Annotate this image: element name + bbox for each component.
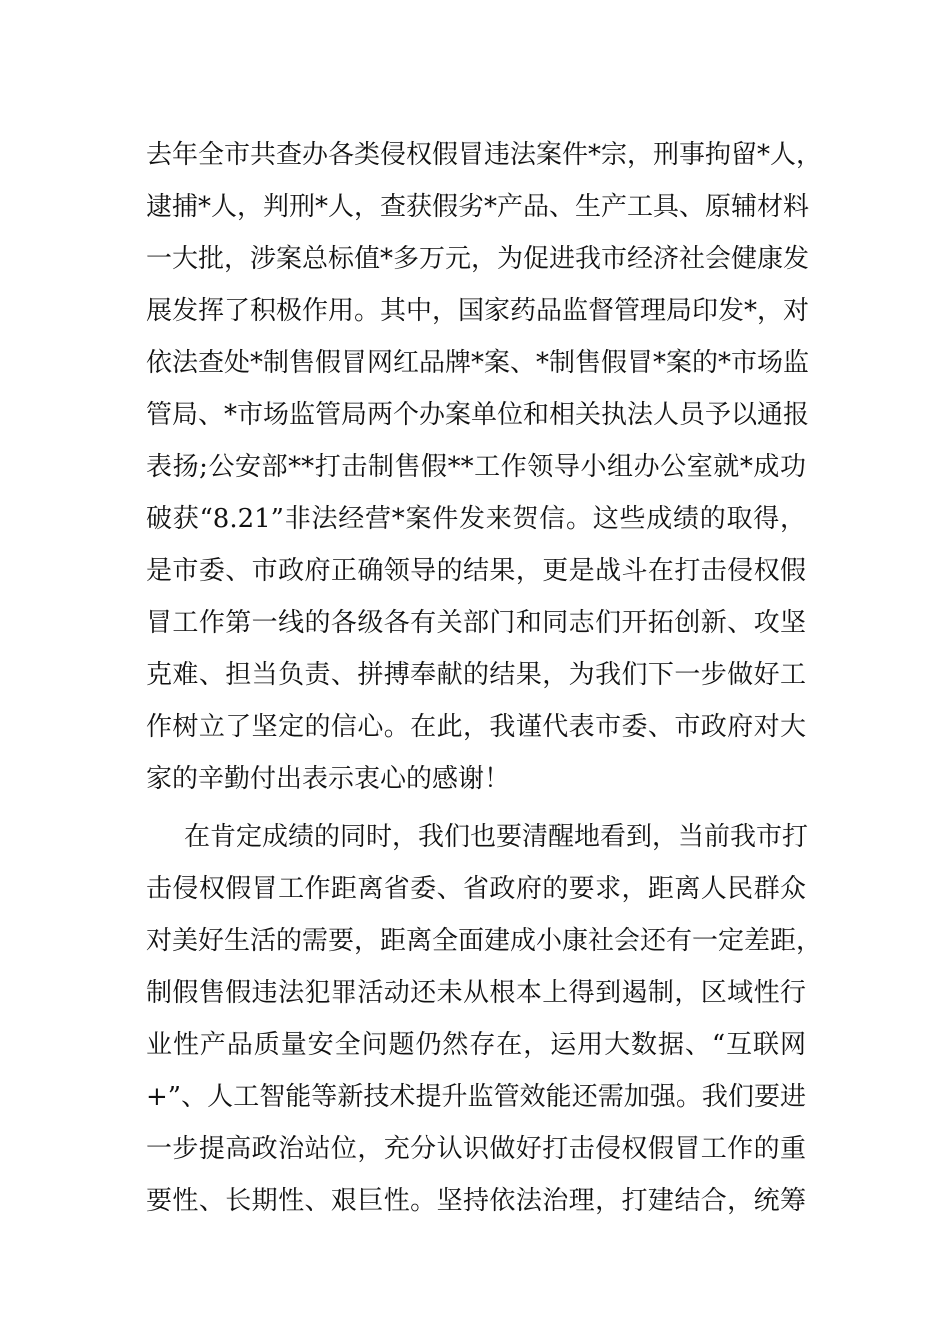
text-line: 冒工作第一线的各级各有关部门和同志们开拓创新、攻坚 — [146, 608, 806, 638]
text-line: 对美好生活的需要，距离全面建成小康社会还有一定差距， — [146, 926, 823, 956]
text-line: 逮捕*人，判刑*人，查获假劣*产品、生产工具、原辅材料 — [146, 192, 810, 222]
text-line: 制假售假违法犯罪活动还未从根本上得到遏制，区域性行 — [146, 978, 806, 1008]
text-line: 一大批，涉案总标值*多万元，为促进我市经济社会健康发 — [146, 244, 810, 274]
text-line: 要性、长期性、艰巨性。坚持依法治理，打建结合，统筹 — [146, 1186, 806, 1216]
text-line: 是市委、市政府正确领导的结果，更是战斗在打击侵权假 — [146, 556, 806, 586]
text-line: 克难、担当负责、拼搏奉献的结果，为我们下一步做好工 — [146, 660, 806, 690]
text-line: 家的辛勤付出表示衷心的感谢！ — [146, 764, 511, 794]
text-line: 作树立了坚定的信心。在此，我谨代表市委、市政府对大 — [146, 712, 806, 742]
text-line: 表扬;公安部**打击制售假**工作领导小组办公室就*成功 — [146, 452, 806, 482]
text-line: 击侵权假冒工作距离省委、省政府的要求，距离人民群众 — [146, 874, 806, 904]
text-line: +”、人工智能等新技术提升监管效能还需加强。我们要进 — [146, 1082, 806, 1112]
document-body — [146, 129, 823, 1227]
text-line: 展发挥了积极作用。其中，国家药品监督管理局印发*，对 — [146, 296, 810, 326]
text-line: 一步提高政治站位，充分认识做好打击侵权假冒工作的重 — [146, 1134, 806, 1164]
text-line: 破获“8.21”非法经营*案件发来贺信。这些成绩的取得， — [146, 504, 806, 534]
text-line: 依法查处*制售假冒网红品牌*案、*制售假冒*案的*市场监 — [146, 348, 810, 378]
paragraph-gaps — [146, 811, 823, 1227]
text-line: 去年全市共查办各类侵权假冒违法案件*宗，刑事拘留*人， — [146, 140, 823, 170]
paragraph-achievements — [146, 129, 823, 805]
text-line: 业性产品质量安全问题仍然存在，运用大数据、“互联网 — [146, 1030, 806, 1060]
text-line: 管局、*市场监管局两个办案单位和相关执法人员予以通报 — [146, 400, 810, 430]
text-line: 在肯定成绩的同时，我们也要清醒地看到，当前我市打 — [184, 822, 809, 852]
